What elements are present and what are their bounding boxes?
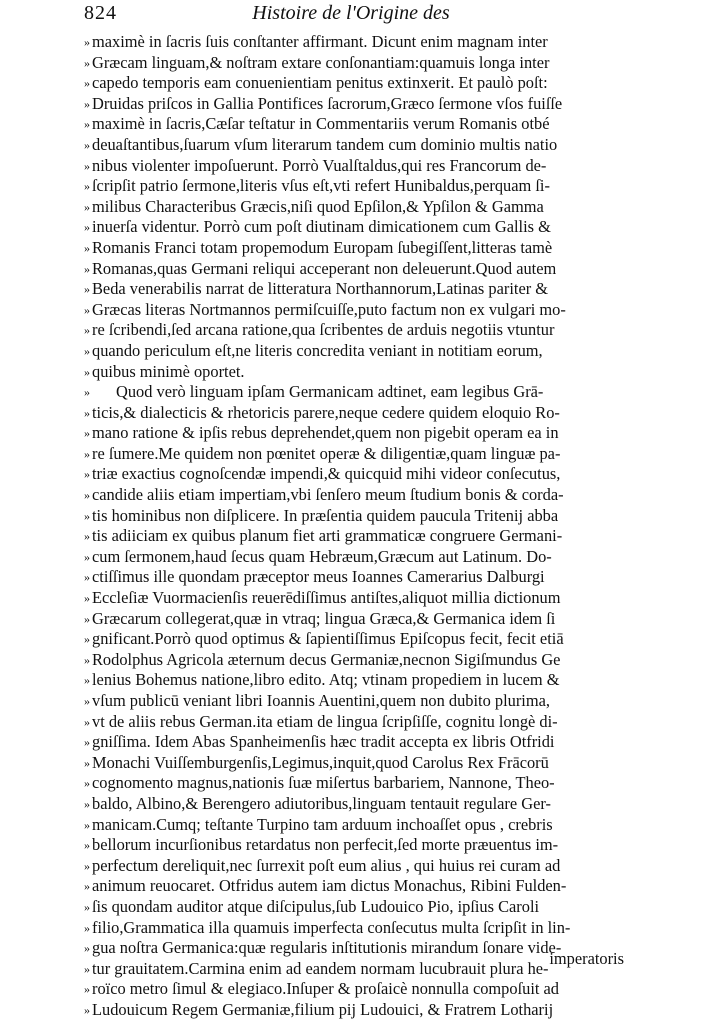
text-line <box>84 217 624 238</box>
text-line <box>84 938 624 959</box>
line-text: animum reuocaret. Otfridus autem iam dictus Monachus, Ribini Fulden- <box>92 876 567 896</box>
quotation-marker: » <box>84 343 90 358</box>
text-line <box>84 546 624 568</box>
line-text: inuerſa videntur. Porrò cum poſt diutinam dimicationem cum Gallis & <box>92 217 551 237</box>
text-line <box>84 361 624 383</box>
text-line <box>84 134 624 156</box>
quotation-marker: » <box>84 426 90 441</box>
quotation-marker: » <box>84 673 90 688</box>
text-line <box>84 670 624 691</box>
quotation-marker: » <box>84 446 90 461</box>
line-text: cognomento magnus,nationis ſuæ miſertus barbariem, Nannone, Theo- <box>92 773 555 793</box>
line-text: milibus Characteribus Græcis,niſi quod Epſilon,& Ypſilon & Gamma <box>92 196 544 216</box>
line-text: ſcripſit patrio ſermone,literis vſus eſt,vti refert Hunibaldus,perquam ſi- <box>92 176 550 196</box>
line-text: ticis,& dialecticis & rhetoricis parere,neque cedere quidem eloquio Ro- <box>92 402 560 422</box>
line-text: lenius Bohemus natione,libro edito. Atq; vtinam propediem in lucem & <box>92 670 560 690</box>
text-line <box>84 382 624 403</box>
line-text: gua noſtra Germanica:quæ regularis inſtitutionis mirandum ſonare vide- <box>92 938 562 958</box>
quotation-marker: » <box>84 961 90 976</box>
line-text: cum ſermonem,haud ſecus quam Hebræum,Græcum aut Latinum. Do- <box>92 546 552 566</box>
quotation-marker: » <box>84 817 90 832</box>
text-line <box>84 629 624 650</box>
line-text: vſum publicū veniant libri Ioannis Auentini,quem non dubito plurima, <box>92 691 550 710</box>
line-text: perfectum dereliquit,nec ſurrexit poſt eum alius , qui huius rei curam ad <box>92 855 561 875</box>
line-text: bellorum incurſionibus retardatus non perfecit,ſed morte præuentus im- <box>92 835 559 855</box>
text-line <box>84 320 624 341</box>
text-line <box>84 526 624 547</box>
text-line <box>84 237 624 259</box>
line-text: gniſſima. Idem Abas Spanheimenſis hæc tradit accepta ex libris Otfridi <box>92 732 555 752</box>
line-text: nibus violenter impoſuerunt. Porrò Vualſtaldus,qui res Francorum de- <box>92 155 547 175</box>
quotation-marker: » <box>84 302 90 317</box>
line-text: candide aliis etiam impertiam,vbi ſenſero meum ſtudium bonis & corda- <box>92 485 564 505</box>
quotation-marker: » <box>84 158 90 173</box>
quotation-marker: » <box>84 117 90 132</box>
quotation-marker: » <box>84 755 90 770</box>
quotation-marker: » <box>84 199 90 214</box>
line-text: re ſumere.Me quidem non pœnitet operæ & diligentiæ,quam linguæ pa- <box>92 443 561 463</box>
text-line <box>84 258 624 280</box>
text-line <box>84 402 624 424</box>
text-line <box>84 711 624 733</box>
quotation-marker: » <box>84 714 90 729</box>
text-line <box>84 114 624 135</box>
quotation-marker: » <box>84 364 90 379</box>
quotation-marker: » <box>84 591 90 606</box>
line-text: vt de aliis rebus German.ita etiam de lingua ſcripſiſſe, cognitu longè di- <box>92 711 558 731</box>
text-line <box>84 443 624 465</box>
line-text: roïco metro ſimul & elegiaco.Inſuper & proſaicè nonnulla compoſuit ad <box>92 979 559 999</box>
line-text: Eccleſiæ Vuormacienſis reuerēdiſſimus antiſtes,aliquot millia dictionum <box>92 588 561 608</box>
text-line <box>84 464 624 485</box>
text-line <box>84 485 624 506</box>
quotation-marker: » <box>84 982 90 997</box>
quotation-marker: » <box>84 137 90 152</box>
quotation-marker: » <box>84 240 90 255</box>
text-line <box>84 814 624 836</box>
text-line <box>84 649 624 671</box>
quotation-marker: » <box>84 920 90 935</box>
quotation-marker: » <box>84 776 90 791</box>
line-text: Græcas literas Nortmannos permiſcuiſſe,puto factum non ex vulgari mo- <box>92 299 566 319</box>
text-line <box>84 917 624 939</box>
quotation-marker: » <box>84 1002 90 1017</box>
text-line <box>84 793 624 815</box>
quotation-marker: » <box>84 735 90 750</box>
text-line <box>84 979 624 1000</box>
quotation-marker: » <box>84 858 90 873</box>
text-line <box>84 340 624 362</box>
line-text: Græcam linguam,& noſtram extare conſonantiam:quamuis longa inter <box>92 52 550 72</box>
quotation-marker: » <box>84 323 90 338</box>
quotation-marker: » <box>84 35 90 49</box>
line-text: quibus minimè oportet. <box>92 361 245 381</box>
line-text: tis adiiciam ex quibus planum fiet arti grammaticæ congruere Germani- <box>92 526 563 546</box>
line-text: Romanas,quas Germani reliqui acceperant non deleuerunt.Quod autem <box>92 258 557 278</box>
text-line <box>84 423 624 444</box>
line-text: Romanis Franci totam propemodum Europam ſubegiſſent,litteras tamè <box>92 237 553 257</box>
line-text: Rodolphus Agricola æternum decus Germaniæ,necnon Sigiſmundus Ge <box>92 649 561 669</box>
line-text: Ludouicum Regem Germaniæ,filium pij Ludouici, & Fratrem Lotharij <box>92 999 554 1019</box>
line-text: quando periculum eſt,ne literis concredita veniant in notitiam eorum, <box>92 340 543 360</box>
quotation-marker: » <box>84 467 90 482</box>
catchword: imperatoris <box>549 949 624 968</box>
line-text: mano ratione & ipſis rebus deprehendet,quem non pigebit operam ea in <box>92 423 559 443</box>
text-line <box>84 773 624 794</box>
text-line <box>84 505 624 527</box>
quotation-marker: » <box>84 796 90 811</box>
text-line <box>84 299 624 321</box>
quotation-marker: » <box>84 838 90 853</box>
quotation-marker: » <box>84 570 90 585</box>
text-line <box>84 567 624 588</box>
quotation-marker: » <box>84 96 90 111</box>
text-line <box>84 93 624 115</box>
text-line <box>84 855 624 877</box>
quotation-marker: » <box>84 529 90 544</box>
quotation-marker: » <box>84 508 90 523</box>
quotation-marker: » <box>84 405 90 420</box>
line-text: tis hominibus non diſplicere. In præſentia quidem paucula Tritenij abba <box>92 505 559 525</box>
quotation-marker: » <box>84 611 90 626</box>
line-text: Monachi Vuiſſemburgenſis,Legimus,inquit,quod Carolus Rex Frācorū <box>92 752 549 772</box>
line-text: deuaſtantibus,ſuarum vſum literarum tandem cum dominio multis natio <box>92 134 558 154</box>
quotation-marker: » <box>84 55 90 70</box>
line-text: gnificant.Porrò quod optimus & ſapientiſſimus Epiſcopus fecit, fecit etiā <box>92 629 564 649</box>
quotation-marker: » <box>84 549 90 564</box>
line-text: baldo, Albino,& Berengero adiutoribus,linguam tentauit regulare Ger- <box>92 793 551 813</box>
quotation-marker: » <box>84 632 90 647</box>
text-line <box>84 608 624 630</box>
page-number: 824 <box>84 2 117 24</box>
text-line <box>84 732 624 753</box>
line-text: filio,Grammatica illa quamuis imperfecta conſecutus multa ſcripſit in lin- <box>92 917 571 937</box>
quotation-marker: » <box>84 76 90 91</box>
line-text: Druidas priſcos in Gallia Pontifices ſacrorum,Græco ſermone vſos fuiſſe <box>92 93 563 113</box>
line-text: Græcarum collegerat,quæ in vtraq; lingua Græca,& Germanica idem ſi <box>92 608 556 628</box>
text-line <box>84 73 624 94</box>
text-line <box>84 896 624 918</box>
line-text: capedo temporis eam conuenientiam penitus extinxerit. Et paulò poſt: <box>92 73 548 93</box>
line-text: tur grauitatem.Carmina enim ad eandem normam lucubrauit plura he- <box>92 958 549 978</box>
line-text: ctiſſimus ille quondam præceptor meus Ioannes Camerarius Dalburgi <box>92 567 545 587</box>
line-text: ſis quondam auditor atque diſcipulus,ſub Ludouico Pio, ipſius Caroli <box>92 896 540 916</box>
text-line <box>84 999 624 1021</box>
text-line <box>84 752 624 774</box>
quotation-marker: » <box>84 261 90 276</box>
text-line <box>84 32 624 53</box>
text-line <box>84 835 624 856</box>
quotation-marker: » <box>84 652 90 667</box>
line-text: re ſcribendi,ſed arcana ratione,qua ſcribentes de arduis negotiis vtuntur <box>92 320 555 340</box>
text-line <box>84 876 624 897</box>
line-text: Beda venerabilis narrat de litteratura Northannorum,Latinas pariter & <box>92 279 549 299</box>
text-line <box>84 279 624 300</box>
quotation-marker: » <box>84 282 90 297</box>
quotation-marker: » <box>84 179 90 194</box>
quotation-marker: » <box>84 385 90 400</box>
text-line <box>84 176 624 197</box>
text-line <box>84 155 624 177</box>
quotation-marker: » <box>84 488 90 503</box>
line-text: manicam.Cumq; teſtante Turpino tam arduum inchoaſſet opus , crebris <box>92 814 553 834</box>
quotation-marker: » <box>84 220 90 235</box>
text-line <box>84 588 624 609</box>
body-text <box>84 32 624 1021</box>
quotation-marker: » <box>84 694 90 708</box>
line-text: triæ exactius cognoſcendæ impendi,& quicquid mihi videor conſecutus, <box>92 464 561 484</box>
page-header <box>84 2 618 32</box>
text-line <box>84 691 624 712</box>
quotation-marker: » <box>84 879 90 894</box>
quotation-marker: » <box>84 899 90 914</box>
line-text: maximè in ſacris,Cæſar teſtatur in Commentariis verum Romanis otbé <box>92 114 550 134</box>
line-text: Quod verò linguam ipſam Germanicam adtinet, eam legibus Grā- <box>116 382 544 402</box>
line-text: maximè in ſacris ſuis conſtanter affirmant. Dicunt enim magnam inter <box>92 32 548 51</box>
running-head: Histoire de l'Origine des <box>252 2 450 24</box>
quotation-marker: » <box>84 941 90 956</box>
text-line <box>84 196 624 218</box>
text-line <box>84 52 624 74</box>
